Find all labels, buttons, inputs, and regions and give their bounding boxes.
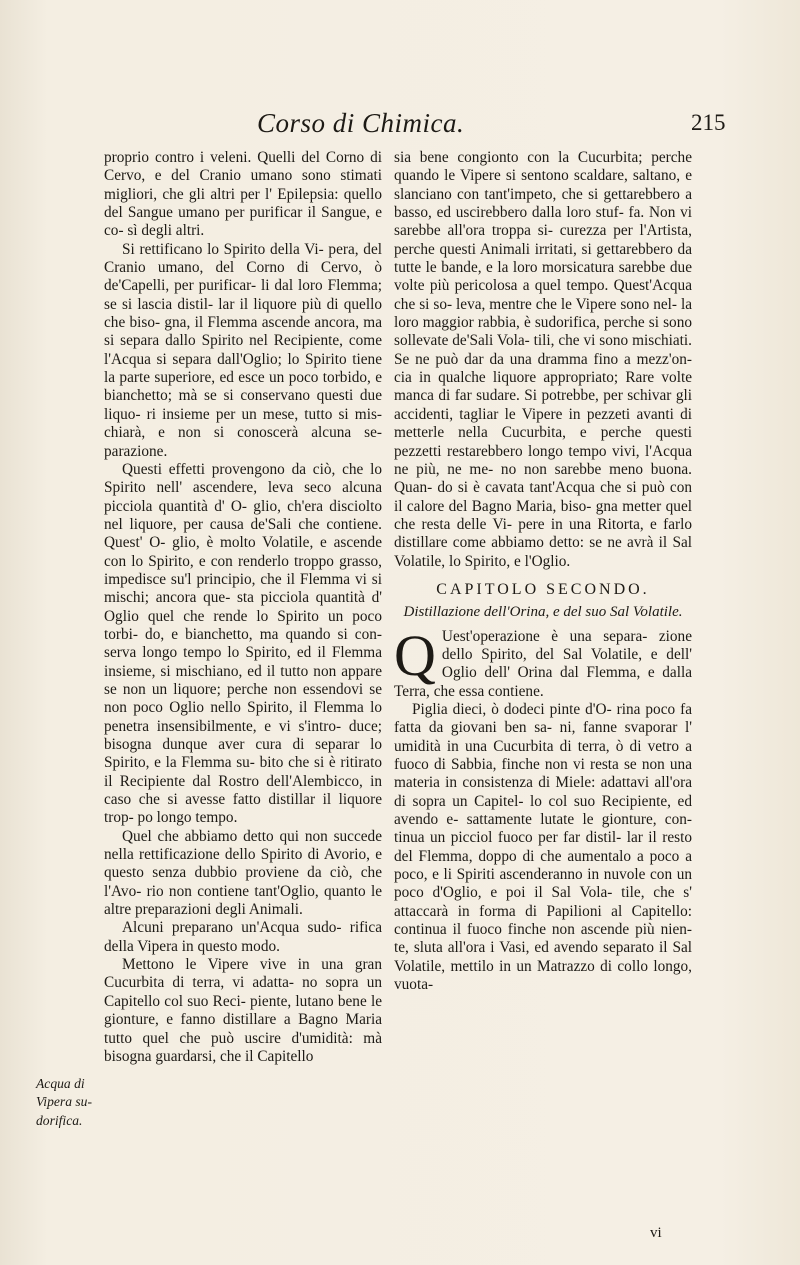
paragraph xyxy=(394,622,692,701)
margin-note-line: Acqua di xyxy=(36,1076,85,1091)
margin-note xyxy=(36,1075,102,1130)
left-column xyxy=(104,149,382,1066)
drop-cap: Q xyxy=(394,622,436,688)
page-number: 215 xyxy=(691,110,726,135)
paragraph: Piglia dieci, ò dodeci pinte d'O- rina poco fa fatta da giovani ben sa- ni, fanne svaporar l' umidità in una Cucurbita di terra, ò di vetro a fuoco di Sabbia, finche non vi resta se non una materia in consistenza di Miele: adattavi all'ora di sopra un Capitel- lo col suo Recipiente, ed avendo e- sattamente lutate le gionture, con- tinua un picciol fuoco per far distil- lar il resto del Flemma, doppo di che aumentalo a poco a poco, e li Spiriti ascenderanno in nuvole con un poco d'Oglio, e poi il Sal Vola- tile, che s' attaccarà in forma di Papilioni al Capitello: continua il fuoco finche non ascende più nien- te, sluta all'ora i Vasi, ed avendo separato il Sal Volatile, mettilo in un Matrazzo di collo longo, vuota- xyxy=(394,700,692,994)
chapter-subtitle: Distillazione dell'Orina, e del suo Sal Volatile. xyxy=(403,604,683,621)
paragraph-text: Uest'operazione è una separa- zione dello Spirito, del Sal Volatile, e dell' Oglio dell' Orina dal Flemma, e dalla Terra, che essa contiene. xyxy=(394,627,692,700)
paragraph: Alcuni preparano un'Acqua sudo- rifica della Vipera in questo modo. xyxy=(104,919,382,955)
running-title: Corso di Chimica. xyxy=(257,108,465,138)
paragraph: Si rettificano lo Spirito della Vi- pera, del Cranio umano, del Corno di Cervo, ò de'Capelli, per purificar- li dal loro Flemma; se si lascia distil- lar il liquore più di quello che biso- gna, il Flemma ascende ancora, ma si separa dallo Spirito nel Recipiente, come l'Acqua si separa dall'Oglio; lo Spirito tiene la parte superiore, ed esce un poco torbido, e bianchetto; mà se si conservano questi due liquo- ri insieme per un mese, tutto si mis- chiarà, e non si conoscerà alcuna se- parazione. xyxy=(104,240,382,460)
paragraph: Quel che abbiamo detto qui non succede nella rettificazione dello Spirito di Avorio, e questo senza dubbio proviene da ciò, che l'Avo- rio non contiene tant'Oglio, quanto le altre preparazioni degli Animali. xyxy=(104,827,382,919)
page-header xyxy=(0,108,800,148)
paragraph: proprio contro i veleni. Quelli del Corno di Cervo, e del Cranio umano sono stimati migliori, che gli altri per l' Epilepsia: quello del Sangue umano per purificar il Sangue, e co- sì degli altri. xyxy=(104,149,382,240)
paragraph: Questi effetti provengono da ciò, che lo Spirito nell' ascendere, leva seco alcuna picciola quantità d' O- glio, ch'era disciolto nel liquore, per causa de'Sali che contiene. Quest' O- glio, è molto Volatile, e ascende con lo Spirito, e con renderlo troppo grasso, impedisce su'l principio, che il Flemma vi si mischi; ancora que- sta picciola quantità d' Oglio quel che rende lo Spirito un poco torbi- do, e bianchetto, ma quando si con- serva longo tempo lo Spirito, ed il Flemma insieme, si mischiano, ed il tutto non appare se non un liquore; perche non essendovi se non poco Oglio nello Spirito, il Flemma lo penetra insensibilmente, e vi s'intro- duce; bisogna dunque aver cura di separar lo Spirito, e la Flemma su- bito che si è ritirato il Recipiente dal Rostro dell'Alembicco, in caso che si avesse fatto distillar il liquore trop- po longo tempo. xyxy=(104,460,382,827)
margin-note-line: Vipera su- xyxy=(36,1094,93,1110)
margin-note-line: dorifica. xyxy=(36,1112,83,1128)
paragraph: sia bene congionto con la Cucurbita; perche quando le Vipere si sentono scaldare, saltano, e slanciano con tant'impeto, che si gettarebbero a basso, ed uscirebbero dalla loro stuf- fa. Non vi sarebbe all'ora troppa si- curezza per l'Artista, perche questi Animali irritati, si gettarebbero da tutte le bande, e la loro morsicatura sarebbe due volte più pericolosa a quel tempo. Quest'Acqua che si so- leva, mentre che le Vipere sono nel- la loro maggior rabbia, è sudorifica, perche si sono sollevate de'Sali Vola- tili, che vi sono mischiati. Se ne può dar da una dramma fino a mezz'on- cia in qualche liquore appropriato; Rare volte manca di far sudare. Si potrebbe, per schivar gli accidenti, tagliar le Vipere in pezzeti avanti di metterle nella Cucurbita, e perche questi pezzetti restarebbero longo tempo vivi, l'Acqua ne più, ne me- no non sarebbe meno buona. Quan- do si è cavata tant'Acqua che si può con il calore del Bagno Maria, biso- gna metter quel che resta delle Vi- pere in una Ritorta, e farlo distillare come abbiamo detto: se ne avrà il Sal Volatile, lo Spirito, e l'Oglio. xyxy=(394,149,692,570)
right-column xyxy=(394,149,692,994)
catchword: vi xyxy=(650,1225,662,1241)
paragraph: Mettono le Vipere vive in una gran Cucurbita di terra, vi adatta- no sopra un Capitello col suo Reci- piente, lutano bene le gionture, e fanno distillare a Bagno Maria tutto quel che può uscire d'umidità: mà bisogna guardarsi, che il Capitello xyxy=(104,956,382,1065)
chapter-heading: CAPITOLO SECONDO. xyxy=(436,580,650,598)
